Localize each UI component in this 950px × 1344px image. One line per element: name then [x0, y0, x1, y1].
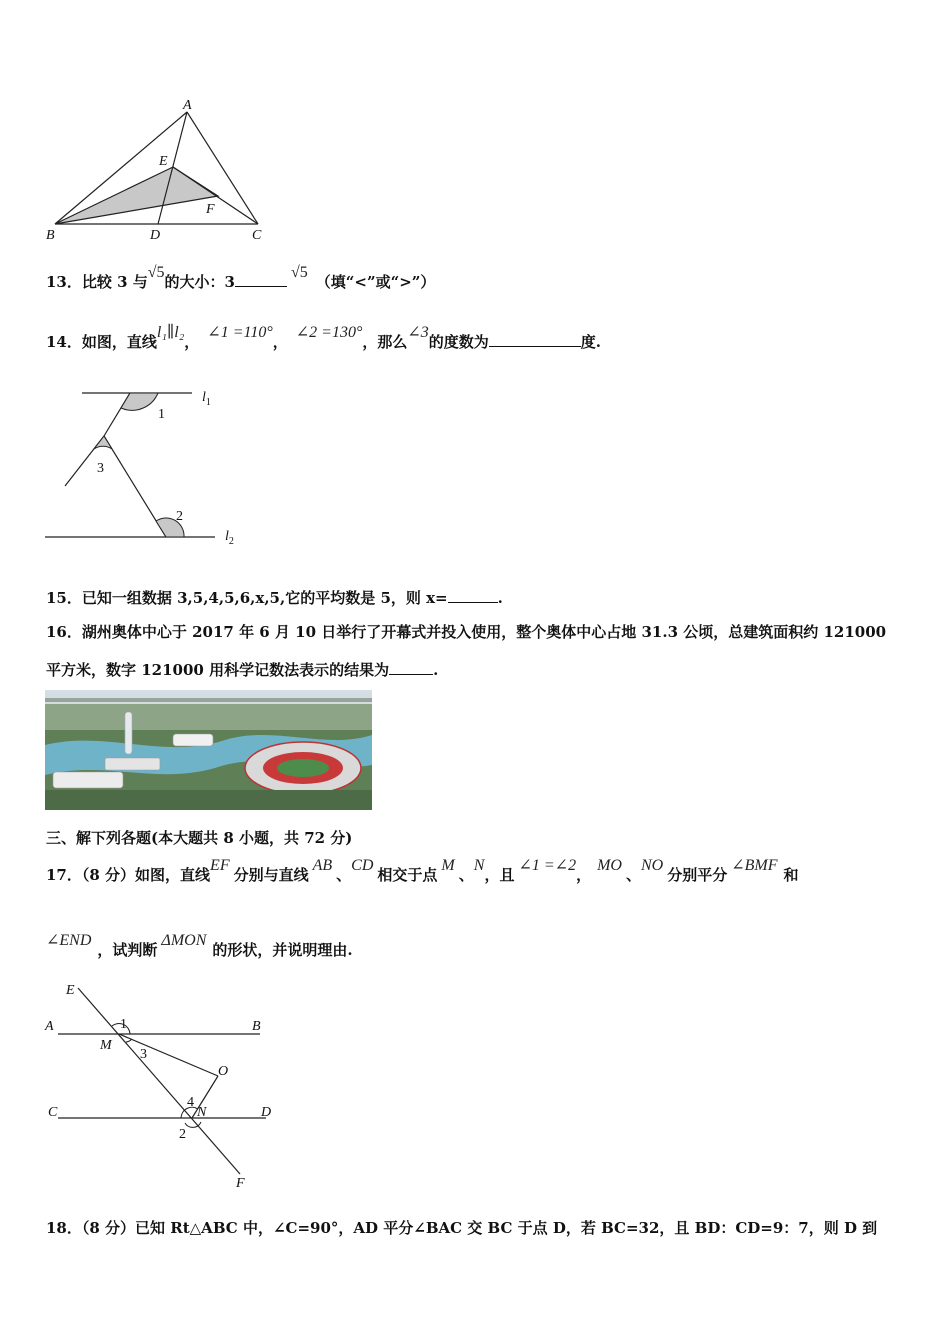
q15-blank[interactable]	[448, 588, 498, 603]
q17-END: ∠END	[46, 932, 92, 949]
q17-sep1: 、	[336, 866, 352, 884]
q14-comma: ，	[184, 333, 200, 351]
q17-p1: 17．（8 分）如图，直线	[46, 866, 211, 884]
triangle-figure	[40, 95, 280, 245]
q17-label-N: N	[197, 1105, 207, 1120]
q17-NO: NO	[640, 857, 664, 874]
q17-CD: CD	[351, 857, 374, 874]
q14-angle1: ∠1 =110°	[207, 324, 273, 341]
q17-label-B: B	[252, 1019, 261, 1034]
q17-EF: EF	[210, 857, 230, 874]
q17-p6: 分别平分	[667, 866, 728, 884]
question-15	[46, 588, 503, 608]
q17-MON: ΔMON	[161, 932, 207, 949]
label-E: E	[159, 154, 168, 169]
q17-sep3: 、	[625, 866, 641, 884]
q16-line1: 16．湖州奥体中心于 2017 年 6 月 10 日举行了开幕式并投入使用，整个奥体中心占地 31.3 公顷，总建筑面积约 121000	[46, 623, 887, 641]
q17-label-C: C	[48, 1105, 58, 1120]
q17-label-M: M	[100, 1038, 112, 1053]
question-13	[46, 264, 436, 293]
question-18	[46, 1218, 877, 1238]
label-l2: $l_2$	[225, 529, 234, 547]
q17-p3: 相交于点	[377, 866, 438, 884]
label-F: F	[206, 202, 215, 217]
question-16-line2	[46, 660, 438, 680]
q13-prefix: 13．比较 3 与	[46, 273, 148, 291]
label-D: D	[150, 228, 161, 243]
q17-angle-eq: ∠1 =∠2	[518, 857, 577, 874]
q17-label-2: 2	[179, 1127, 186, 1142]
q17-p2: 分别与直线	[233, 866, 309, 884]
section-3-title: 三、解下列各题(本大题共 8 小题，共 72 分)	[46, 829, 353, 847]
label-B: B	[46, 228, 55, 243]
q17-label-A: A	[45, 1019, 54, 1034]
q14-parallel: l₁∥l₂	[156, 324, 185, 341]
q15-text: 15．已知一组数据 3,5,4,5,6,x,5,它的平均数是 5，则 x=	[46, 589, 448, 607]
q17-p8: ，试判断	[97, 941, 158, 959]
q17-BMF: ∠BMF	[731, 857, 778, 874]
q14-mid: ，那么	[362, 333, 408, 351]
q17-label-E: E	[66, 983, 75, 998]
q17-p7: 和	[783, 866, 799, 884]
q17-p4: ，且	[484, 866, 515, 884]
q13-sqrt5-b: √5	[290, 264, 308, 281]
label-angle-2: 2	[176, 509, 183, 524]
q16-end: .	[433, 661, 439, 679]
question-17-line2	[46, 932, 353, 961]
q14-blank[interactable]	[489, 332, 581, 347]
q17-label-D: D	[261, 1105, 272, 1120]
q13-mid: 的大小：3	[164, 273, 235, 291]
label-angle-3: 3	[97, 461, 104, 476]
q17-label-F: F	[236, 1176, 245, 1191]
q14-angle3: ∠3	[407, 324, 429, 341]
q17-label-O: O	[218, 1064, 229, 1079]
q17-figure	[40, 978, 285, 1193]
q14-comma-2: ，	[272, 333, 288, 351]
q16-line2: 平方米，数字 121000 用科学记数法表示的结果为	[46, 661, 390, 679]
question-14	[46, 324, 602, 353]
q17-MO: MO	[597, 857, 622, 874]
q17-label-3: 3	[140, 1047, 147, 1062]
q17-p9: 的形状，并说明理由.	[212, 941, 353, 959]
q13-blank[interactable]	[235, 272, 287, 287]
q16-blank[interactable]	[389, 660, 433, 675]
q17-M: M	[441, 857, 455, 874]
q17-AB: AB	[312, 857, 333, 874]
q17-label-1: 1	[120, 1017, 127, 1032]
parallel-lines-figure	[40, 380, 250, 555]
label-A: A	[183, 98, 192, 113]
q17-p5: ，	[576, 866, 592, 884]
label-C: C	[252, 228, 262, 243]
q14-angle2: ∠2 =130°	[295, 324, 363, 341]
section-3-header	[46, 828, 352, 848]
label-angle-1: 1	[158, 407, 165, 422]
question-17-line1	[46, 857, 799, 886]
angle-1-shade	[121, 393, 158, 410]
q18-text: 18．（8 分）已知 Rt△ABC 中，∠C=90°，AD 平分∠BAC 交 BC 于点 D，若 BC=32，且 BD：CD=9：7，则 D 到	[46, 1219, 878, 1237]
q14-suffix: 度.	[580, 333, 602, 351]
q17-sep2: 、	[458, 866, 474, 884]
q15-end: .	[497, 589, 503, 607]
q14-prefix: 14．如图，直线	[46, 333, 157, 351]
q13-hint: （填“<”或“>”）	[315, 273, 436, 291]
q17-label-4: 4	[187, 1095, 194, 1110]
label-l1: $l_1$	[202, 390, 211, 408]
question-16-line1	[46, 622, 886, 642]
q13-sqrt5: √5	[147, 264, 165, 281]
shaded-triangle	[55, 167, 218, 224]
q17-N: N	[473, 857, 485, 874]
q14-suffix-pre: 的度数为	[428, 333, 489, 351]
sports-center-photo	[45, 690, 372, 810]
angle-3-shade	[94, 436, 112, 449]
